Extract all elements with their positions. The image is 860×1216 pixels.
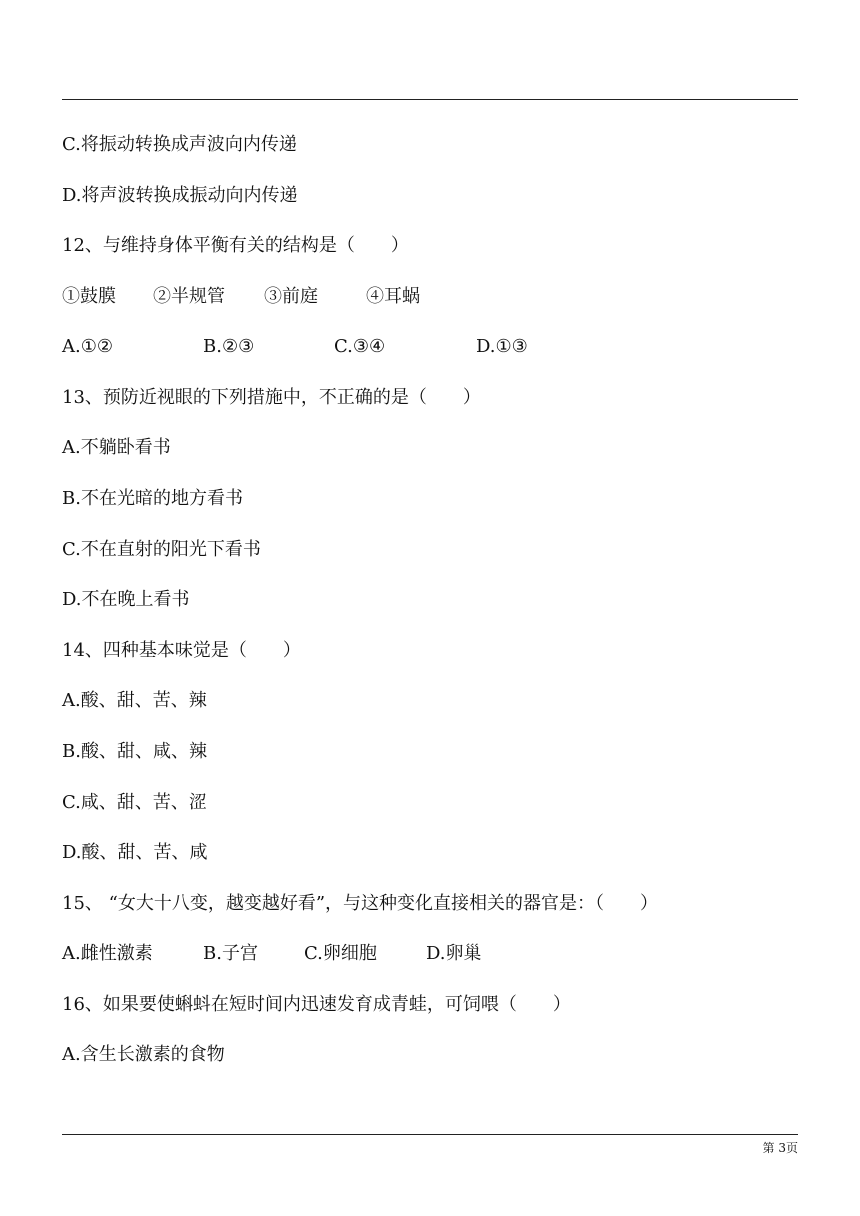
q11-option-d: D.将声波转换成振动向内传递 [62, 185, 298, 206]
q12-part-4: ④耳蜗 [366, 286, 420, 307]
q16-stem: 16、如果要使蝌蚪在短时间内迅速发育成青蛙，可饲喂（ ） [62, 994, 571, 1015]
q15-stem: 15、 “女大十八变，越变越好看”，与这种变化直接相关的器官是：（ ） [62, 893, 659, 914]
q11-option-c: C.将振动转换成声波向内传递 [62, 134, 297, 155]
q14-option-a: A.酸、甜、苦、辣 [62, 690, 207, 711]
q13-option-d: D.不在晚上看书 [62, 589, 190, 610]
page-number: 第 3页 [762, 1141, 798, 1155]
q16-option-a: A.含生长激素的食物 [62, 1044, 225, 1065]
header-rule [62, 99, 798, 100]
q12-stem: 12、与维持身体平衡有关的结构是（ ） [62, 235, 409, 256]
footer-rule [62, 1134, 798, 1135]
q14-stem: 14、四种基本味觉是（ ） [62, 640, 301, 661]
q12-option-a: A.①② [62, 336, 113, 357]
q15-option-d: D.卵巢 [426, 943, 482, 964]
q14-option-b: B.酸、甜、咸、辣 [62, 741, 207, 762]
q13-option-a: A.不躺卧看书 [62, 437, 171, 458]
q12-option-b: B.②③ [203, 336, 255, 357]
q15-option-b: B.子宫 [203, 943, 258, 964]
q13-stem: 13、预防近视眼的下列措施中，不正确的是（ ） [62, 387, 481, 408]
q13-option-b: B.不在光暗的地方看书 [62, 488, 243, 509]
q14-option-c: C.咸、甜、苦、涩 [62, 792, 207, 813]
q12-option-d: D.①③ [476, 336, 528, 357]
q12-part-3: ③前庭 [264, 286, 318, 307]
q12-part-2: ②半规管 [153, 286, 225, 307]
q12-part-1: ①鼓膜 [62, 286, 116, 307]
q12-option-c: C.③④ [334, 336, 386, 357]
q15-option-c: C.卵细胞 [304, 943, 377, 964]
q14-option-d: D.酸、甜、苦、咸 [62, 842, 208, 863]
q15-option-a: A.雌性激素 [62, 943, 153, 964]
q13-option-c: C.不在直射的阳光下看书 [62, 539, 261, 560]
